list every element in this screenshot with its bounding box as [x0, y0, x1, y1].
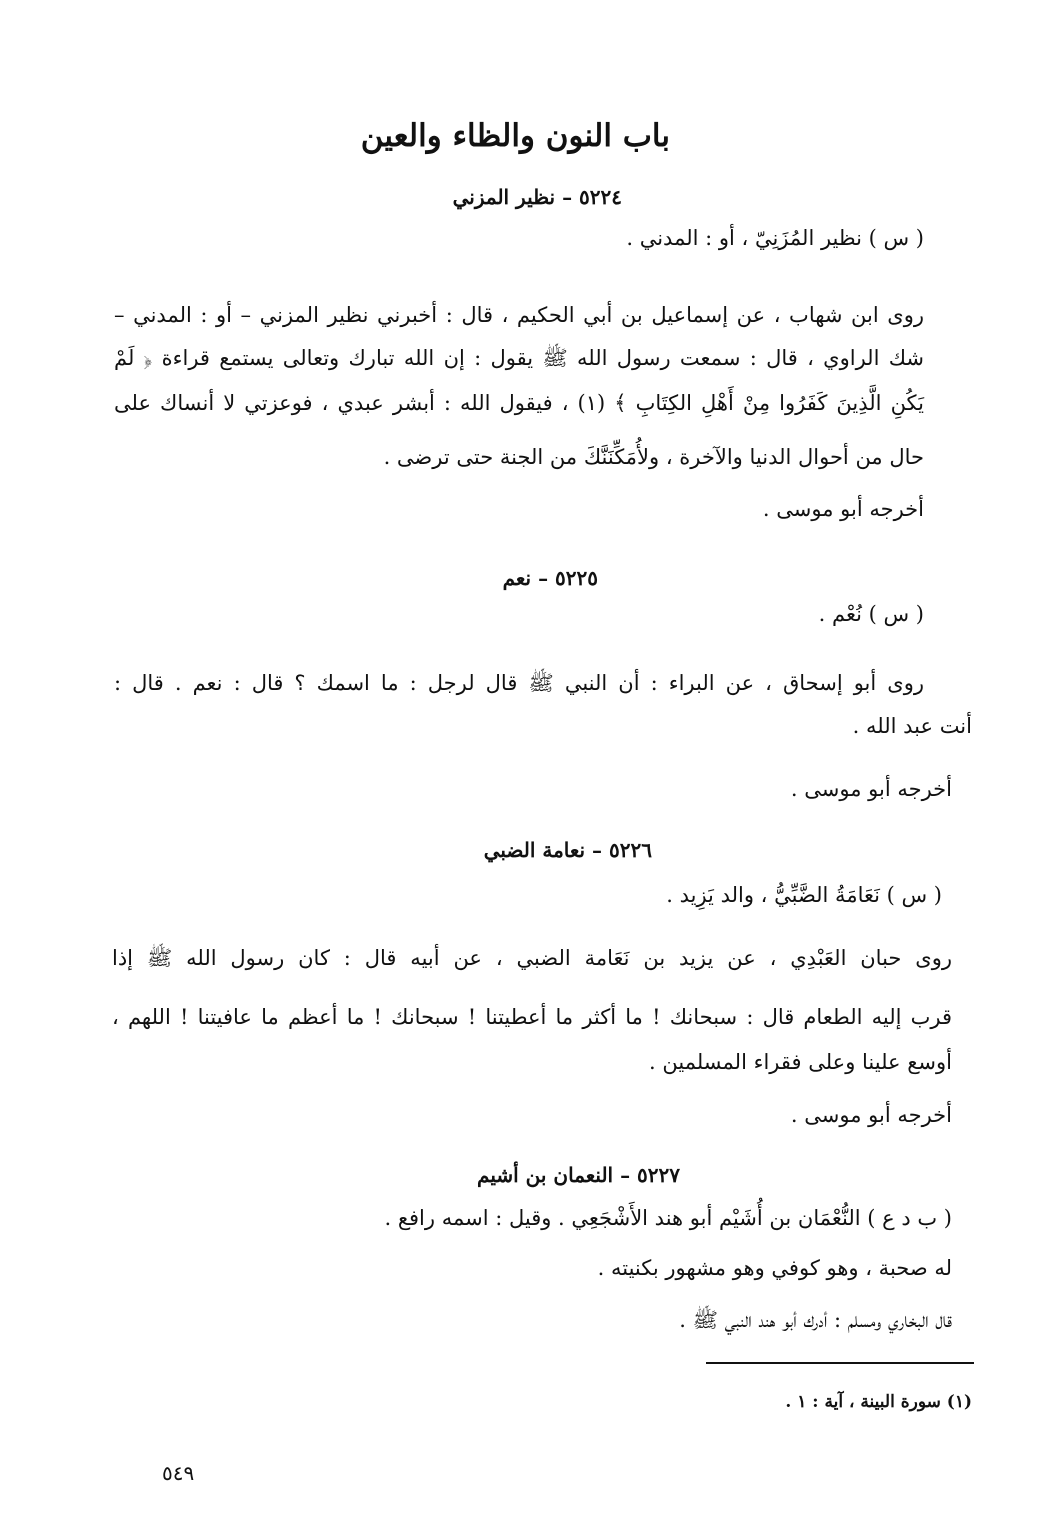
entry-intro: ( ب د ع ) النُّعْمَان بن أُشَيْم أبو هند الأَشْجَعِي . وقيل : اسمه رافع . — [384, 1206, 952, 1230]
body-line: روى حبان العَبْدِي ، عن يزيد بن نَعَامة الضبي ، عن أبيه قال : كان رسول الله ﷺ إذا — [112, 946, 952, 970]
source-note: أخرجه أبو موسى . — [762, 497, 924, 521]
body-line: روى أبو إسحاق ، عن البراء : أن النبي ﷺ قال لرجل : ما اسمك ؟ قال : نعم . قال : — [114, 671, 924, 695]
body-line: أنت عبد الله . — [852, 714, 972, 738]
footnote: (١) سورة البينة ، آية : ١ . — [785, 1392, 972, 1412]
entry-heading: ٥٢٢٤ – نظير المزني — [452, 185, 622, 209]
entry-heading: ٥٢٢٥ – نعم — [502, 566, 598, 590]
body-line: أوسع علينا وعلى فقراء المسلمين . — [649, 1050, 952, 1074]
page-number: ٥٤٩ — [162, 1461, 195, 1485]
entry-heading: ٥٢٢٧ – النعمان بن أشيم — [477, 1163, 680, 1187]
source-note: أخرجه أبو موسى . — [790, 777, 952, 801]
body-line: له صحبة ، وهو كوفي وهو مشهور بكنيته . — [597, 1256, 952, 1280]
footnote-rule — [706, 1362, 974, 1364]
entry-intro: ( س ) نظير المُزَنِيّ ، أو : المدني . — [626, 226, 924, 250]
entry-intro: ( س ) نَعَامَةُ الضَّبِّيُّ ، والد يَزِيد . — [666, 883, 942, 907]
body-line: حال من أحوال الدنيا والآخرة ، ولأُمَكِّنَنَّكَ من الجنة حتى ترضى . — [383, 445, 924, 469]
chapter-title: باب النون والظاء والعين — [360, 118, 670, 154]
body-line: يَكُنِ الَّذِينَ كَفَرُوا مِنْ أَهْلِ الكِتَابِ ﴾ (١) ، فيقول الله : أبشر عبدي ، فوعزتي لا أنساك على — [114, 391, 924, 415]
body-line: قال البخاري ومسلم : أدرك أبو هند النبي ﷺ . — [679, 1308, 952, 1332]
body-line: شك الراوي ، قال : سمعت رسول الله ﷺ يقول : إن الله تبارك وتعالى يستمع قراءة ﴿ لَمْ — [114, 346, 924, 370]
entry-heading: ٥٢٢٦ – نعامة الضبي — [483, 838, 652, 862]
body-line: روى ابن شهاب ، عن إسماعيل بن أبي الحكيم ، قال : أخبرني نظير المزني – أو : المدني – — [114, 303, 924, 327]
source-note: أخرجه أبو موسى . — [790, 1103, 952, 1127]
entry-intro: ( س ) نُعْم . — [818, 602, 924, 626]
body-line: قرب إليه الطعام قال : سبحانك ! ما أكثر ما أعطيتنا ! سبحانك ! ما أعظم ما عافيتنا ! اللهم ، — [112, 1005, 952, 1029]
